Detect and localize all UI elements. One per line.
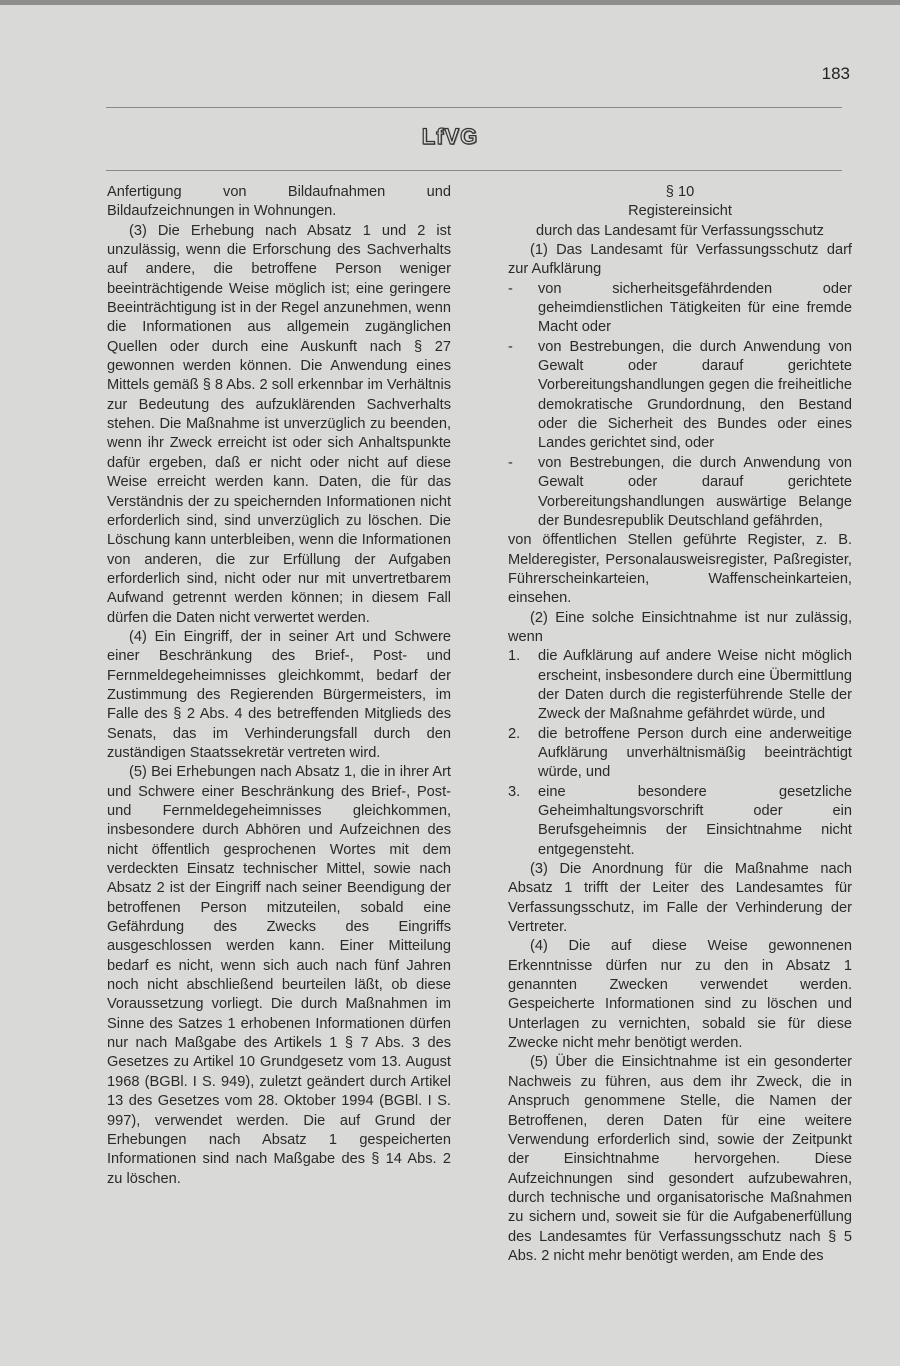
scan-top-edge: [0, 0, 900, 5]
left-column: [107, 183, 451, 1189]
list-item: [508, 454, 852, 531]
section-title-line2: durch das Landesamt für Verfassungsschutz: [536, 222, 824, 239]
list-item: [508, 338, 852, 454]
paragraph-1-outro: von öffentlichen Stellen geführte Register, z. B. Melderegister, Personalausweisregister, Paßregister, Führerscheinkarteien, Waffenscheinkarteien, einsehen.: [508, 532, 852, 607]
list-item: [508, 280, 852, 338]
list-text: die Aufklärung auf andere Weise nicht möglich erscheint, insbesondere durch eine Übermittlung der Daten durch die registerführende Stelle der Zweck der Maßnahme gefährdet würde, und: [538, 648, 852, 723]
list-text: von sicherheitsgefährdenden oder geheimdienstlichen Tätigkeiten für eine fremde Macht oder: [538, 280, 852, 336]
page-number: 183: [821, 64, 850, 83]
list-text: eine besondere gesetzliche Geheimhaltungsvorschrift oder ein Berufsgeheimnis der Einsichtnahme nicht entgegensteht.: [538, 783, 852, 858]
paragraph-4: (4) Ein Eingriff, der in seiner Art und Schwere einer Beschränkung des Brief-, Post- und Fernmeldegeheimnisses gleichkommt, bedarf der Zustimmung des Regierenden Bürgermeisters, im Falle des § 2 Abs. 4 des betreffenden Mitglieds des Senats, das im Verhinderungsfall durch den zuständigen Staatssekretär vertreten wird.: [107, 628, 451, 761]
paragraph-3: (3) Die Anordnung für die Maßnahme nach Absatz 1 trifft der Leiter des Landesamtes für Verfassungsschutz, im Falle der Verhinderung der Vertreter.: [508, 861, 852, 936]
list-item: [508, 647, 852, 724]
section-number: § 10: [665, 184, 695, 200]
header-rule-bottom: [106, 170, 842, 171]
list-text: die betroffene Person durch eine anderweitige Aufklärung unverhältnismäßig beeinträchtigt würde, und: [538, 725, 852, 781]
section-title-line1: Registereinsicht: [628, 203, 732, 220]
list-marker: -: [508, 454, 513, 471]
paragraph-continuation: Anfertigung von Bildaufnahmen und Bildaufzeichnungen in Wohnungen.: [107, 184, 451, 220]
list-text: von Bestrebungen, die durch Anwendung von Gewalt oder darauf gerichtete Vorbereitungshandlungen auswärtige Belange der Bundesrepublik Deutschland gefährden,: [538, 454, 852, 529]
list-item: [508, 725, 852, 783]
list-marker: 3.: [508, 783, 521, 800]
header-rule-top: [106, 107, 842, 108]
list-text: von Bestrebungen, die durch Anwendung von Gewalt oder darauf gerichtete Vorbereitungshandlungen gegen die freiheitliche demokratische Grundordnung, den Bestand oder die Sicherheit des Bundes oder eines Landes gerichtet sind, oder: [538, 338, 852, 452]
list-marker: -: [508, 280, 513, 297]
paragraph-1-intro: (1) Das Landesamt für Verfassungsschutz darf zur Aufklärung: [508, 242, 852, 278]
list-item: [508, 783, 852, 860]
list-marker: -: [508, 338, 513, 355]
paragraph-2-intro: (2) Eine solche Einsichtnahme ist nur zulässig, wenn: [508, 609, 852, 645]
list-marker: 1.: [508, 648, 521, 665]
right-column: [508, 183, 852, 1266]
paragraph-5: (5) Über die Einsichtnahme ist ein gesonderter Nachweis zu führen, aus dem ihr Zweck, die in Anspruch genommene Stelle, die Namen der Betroffenen, deren Daten für eine weitere Verwendung erforderlich sind, sowie der Zeitpunkt der Einsichtnahme hervorgehen. Diese Aufzeichnungen sind gesondert aufzubewahren, durch technische und organisatorische Maßnahmen zu sichern und, soweit sie für die Aufgabenerfüllung des Landesamtes für Verfassungsschutz nach § 5 Abs. 2 nicht mehr benötigt werden, am Ende des: [508, 1054, 852, 1264]
running-head: LfVG: [421, 124, 479, 149]
list-marker: 2.: [508, 725, 521, 742]
paragraph-4: (4) Die auf diese Weise gewonnenen Erkenntnisse dürfen nur zu den in Absatz 1 genannten Zwecken verwendet werden. Gespeicherte Informationen sind zu löschen und Unterlagen zu vernichten, sobald sie für diese Zwecke nicht mehr benötigt werden.: [508, 938, 852, 1052]
paragraph-3: (3) Die Erhebung nach Absatz 1 und 2 ist unzulässig, wenn die Erforschung des Sachverhalts auf andere, die betroffene Person weniger beeinträchtigende Weise möglich ist; eine geringere Beeinträchtigung ist in der Regel anzunehmen, wenn die Informationen aus allgemein zugänglichen Quellen oder durch eine Auskunft nach § 27 gewonnen werden können. Die Anwendung eines Mittels gemäß § 8 Abs. 2 soll erkennbar im Verhältnis zur Bedeutung des aufzuklärenden Sachverhalts stehen. Die Maßnahme ist unverzüglich zu beenden, wenn ihr Zweck erreicht ist oder sich Anhaltspunkte dafür ergeben, daß er nicht oder nicht auf diese Weise erreicht werden kann. Daten, die für das Verständnis der zu speichernden Informationen nicht erforderlich sind, sind unverzüglich zu löschen. Die Löschung kann unterbleiben, wenn die Informationen von anderen, die zur Erfüllung der Aufgaben erforderlich sind, nicht oder nur mit unvertretbarem Aufwand getrennt werden können; in diesem Fall dürfen die Daten nicht verwertet werden.: [107, 222, 451, 626]
paragraph-5: (5) Bei Erhebungen nach Absatz 1, die in ihrer Art und Schwere einer Beschränkung des Brief-, Post- und Fernmeldegeheimnisses gleichkommen, insbesondere durch Abhören und Aufzeichnen des nicht öffentlich gesprochenen Wortes mit dem verdeckten Einsatz technischer Mittel, sowie nach Absatz 2 ist der Eingriff nach seiner Beendigung der betroffenen Person mitzuteilen, sobald eine Gefährdung des Zwecks des Eingriffs ausgeschlossen werden kann. Einer Mitteilung bedarf es nicht, wenn sich auch nach fünf Jahren noch nicht abschließend beurteilen läßt, ob diese Voraussetzung vorliegt. Die durch Maßnahmen im Sinne des Satzes 1 erhobenen Informationen dürfen nur nach Maßgabe des Artikels 1 § 7 Abs. 3 des Gesetzes zu Artikel 10 Grundgesetz vom 13. August 1968 (BGBl. I S. 949), zuletzt geändert durch Artikel 13 des Gesetzes vom 28. Oktober 1994 (BGBl. I S. 997), verwendet werden. Die auf Grund der Erhebungen nach Absatz 1 gespeicherten Informationen sind nach Maßgabe des § 14 Abs. 2 zu löschen.: [107, 764, 451, 1187]
